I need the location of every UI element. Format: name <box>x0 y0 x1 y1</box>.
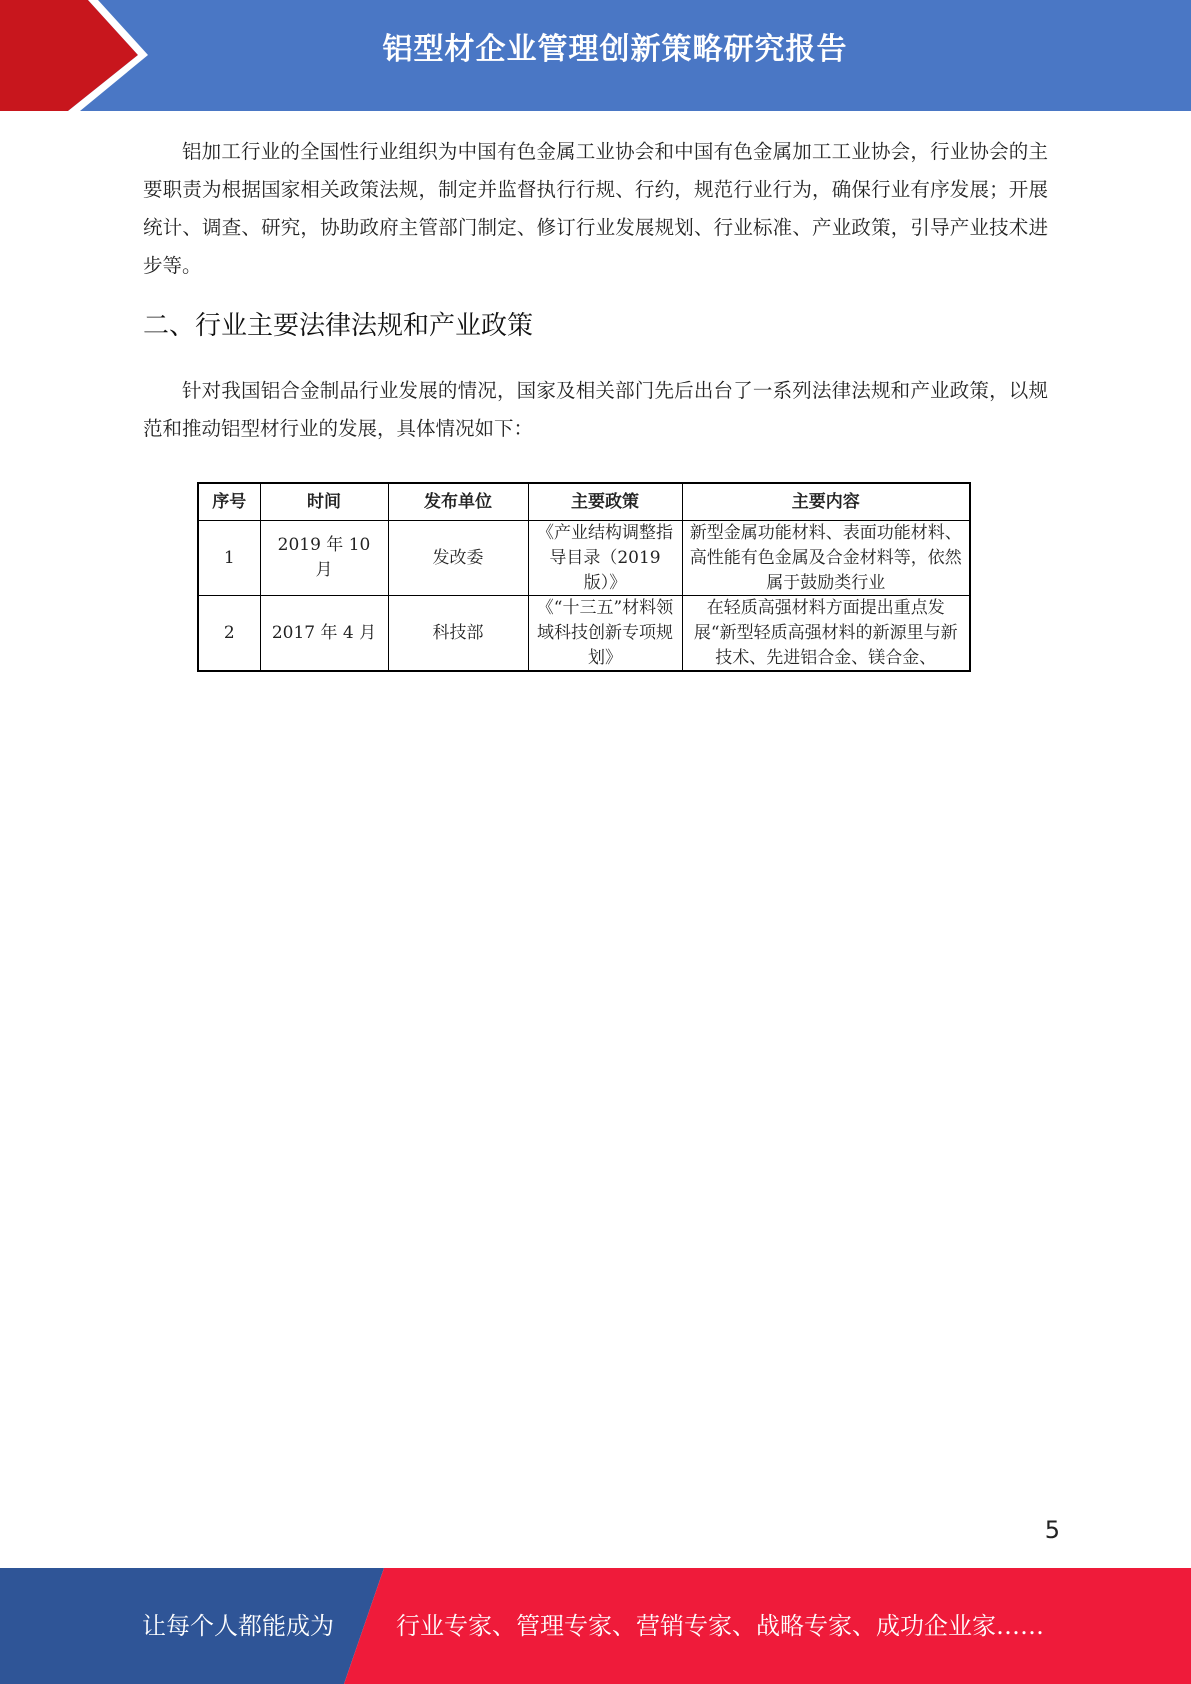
page-number: 5 <box>1044 1516 1060 1544</box>
cell-no: 1 <box>198 521 260 596</box>
cell-content-text: 新型金属功能材料、表面功能材料、高性能有色金属及合金材料等，依然属于鼓励类行业 <box>689 523 962 593</box>
cell-date: 2017 年 4 月 <box>260 596 388 672</box>
header-banner <box>0 0 1191 111</box>
footer-slogan-left: 让每个人都能成为 <box>142 1612 334 1640</box>
cell-policy-text: 《“十三五”材料领域科技创新专项规划》 <box>536 598 674 668</box>
cell-date: 2019 年 10 月 <box>260 521 388 596</box>
cell-no: 2 <box>198 596 260 672</box>
footer-slogan-right: 行业专家、管理专家、营销专家、战略专家、成功企业家…… <box>396 1612 1044 1640</box>
cell-issuer: 发改委 <box>388 521 528 596</box>
section-heading: 二、行业主要法律法规和产业政策 <box>143 311 534 341</box>
policy-table <box>197 482 971 672</box>
cell-content <box>682 596 970 672</box>
cell-issuer: 科技部 <box>388 596 528 672</box>
header-red-chevron <box>0 0 138 111</box>
table-header-row <box>198 483 970 521</box>
table-row <box>198 521 970 596</box>
cell-content <box>682 521 970 596</box>
policy-intro-paragraph: 针对我国铝合金制品行业发展的情况，国家及相关部门先后出台了一系列法律法规和产业政策，以规范和推动铝型材行业的发展，具体情况如下： <box>143 379 1048 440</box>
header-policy: 主要政策 <box>528 483 682 521</box>
header-issuer: 发布单位 <box>388 483 528 521</box>
header-no: 序号 <box>198 483 260 521</box>
cell-content-text: 在轻质高强材料方面提出重点发展“新型轻质高强材料的新源里与新技术、先进铝合金、镁合金、 <box>693 598 958 668</box>
report-title: 铝型材企业管理创新策略研究报告 <box>382 32 848 67</box>
cell-policy <box>528 596 682 672</box>
header-date: 时间 <box>260 483 388 521</box>
cell-policy <box>528 521 682 596</box>
table-row <box>198 596 970 672</box>
header-content: 主要内容 <box>682 483 970 521</box>
intro-paragraph: 铝加工行业的全国性行业组织为中国有色金属工业协会和中国有色金属加工工业协会，行业协会的主要职责为根据国家相关政策法规，制定并监督执行行规、行约，规范行业行为，确保行业有序发展；开展统计、调查、研究，协助政府主管部门制定、修订行业发展规划、行业标准、产业政策，引导产业技术进步等。 <box>143 140 1048 277</box>
footer-banner <box>0 1568 1191 1684</box>
cell-policy-text: 《产业结构调整指导目录（2019 版）》 <box>537 523 673 593</box>
